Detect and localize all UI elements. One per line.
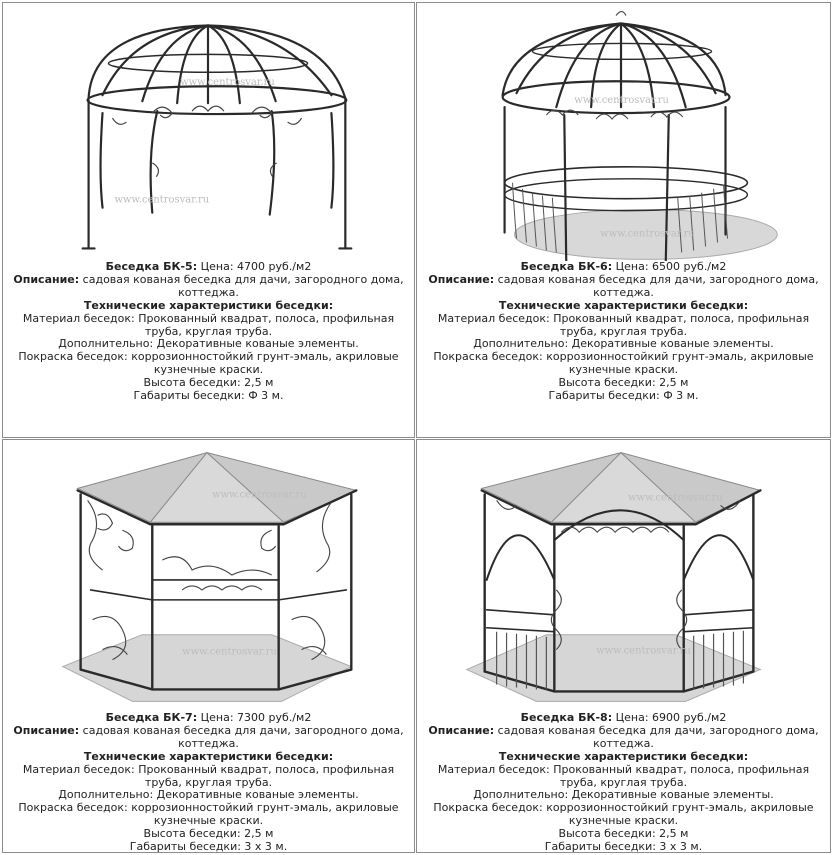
gazebo-card-bk6 xyxy=(416,2,831,438)
size-text: Габариты беседки: Ф 3 м. xyxy=(548,389,699,403)
price-label: Цена: xyxy=(200,260,234,273)
svg-text:www.centrosvar.ru: www.centrosvar.ru xyxy=(627,492,723,504)
material-text: Материал беседок: Прокованный квадрат, полоса, профильная труба, круглая труба. xyxy=(22,762,395,789)
price-label: Цена: xyxy=(200,711,234,724)
description-text: садовая кованая беседка для дачи, загородного дома, коттеджа. xyxy=(82,272,404,299)
gazebo-card-bk8 xyxy=(416,439,831,853)
gazebo-bk5-drawing xyxy=(3,3,414,261)
gazebo-image-bk6[interactable] xyxy=(417,3,830,261)
gazebo-image-bk5[interactable] xyxy=(3,3,414,261)
gazebo-info-bk5 xyxy=(7,261,410,403)
description-text: садовая кованая беседка для дачи, загородного дома, коттеджа. xyxy=(497,272,819,299)
price-value: 6500 руб./м2 xyxy=(652,260,727,273)
description-label: Описание: xyxy=(13,723,80,737)
description-label: Описание: xyxy=(13,272,80,286)
description-label: Описание: xyxy=(428,723,495,737)
tech-heading: Технические характеристики беседки: xyxy=(83,749,334,763)
extra-text: Дополнительно: Декоративные кованые элементы. xyxy=(473,337,774,351)
gazebo-title: Беседка БК-6: xyxy=(520,260,613,273)
price-label: Цена: xyxy=(615,260,649,273)
material-text: Материал беседок: Прокованный квадрат, полоса, профильная труба, круглая труба. xyxy=(437,762,810,789)
paint-text: Покраска беседок: коррозионностойкий грунт-эмаль, акриловые кузнечные краски. xyxy=(18,350,399,377)
material-text: Материал беседок: Прокованный квадрат, полоса, профильная труба, круглая труба. xyxy=(22,311,395,338)
gazebo-bk6-drawing xyxy=(417,3,830,261)
description-text: садовая кованая беседка для дачи, загородного дома, коттеджа. xyxy=(497,723,819,750)
gazebo-card-bk7 xyxy=(2,439,415,853)
product-grid xyxy=(2,2,831,853)
price-value: 4700 руб./м2 xyxy=(237,260,312,273)
price-value: 6900 руб./м2 xyxy=(652,711,727,724)
gazebo-title: Беседка БК-7: xyxy=(105,711,198,724)
gazebo-title: Беседка БК-8: xyxy=(520,711,613,724)
gazebo-bk7-drawing xyxy=(3,440,414,710)
height-text: Высота беседки: 2,5 м xyxy=(143,376,274,390)
extra-text: Дополнительно: Декоративные кованые элементы. xyxy=(58,337,359,351)
height-text: Высота беседки: 2,5 м xyxy=(558,827,689,841)
gazebo-card-bk5 xyxy=(2,2,415,438)
size-text: Габариты беседки: 3 х 3 м. xyxy=(544,840,703,853)
svg-text:www.centrosvar.ru: www.centrosvar.ru xyxy=(114,194,210,206)
svg-text:www.centrosvar.ru: www.centrosvar.ru xyxy=(600,228,695,240)
height-text: Высота беседки: 2,5 м xyxy=(558,376,689,390)
tech-heading: Технические характеристики беседки: xyxy=(498,298,749,312)
extra-text: Дополнительно: Декоративные кованые элементы. xyxy=(473,788,774,802)
price-value: 7300 руб./м2 xyxy=(237,711,312,724)
tech-heading: Технические характеристики беседки: xyxy=(83,298,334,312)
gazebo-image-bk7[interactable] xyxy=(3,440,414,710)
price-label: Цена: xyxy=(615,711,649,724)
svg-text:www.centrosvar.ru: www.centrosvar.ru xyxy=(596,645,691,657)
svg-text:www.centrosvar.ru: www.centrosvar.ru xyxy=(574,95,669,107)
paint-text: Покраска беседок: коррозионностойкий грунт-эмаль, акриловые кузнечные краски. xyxy=(18,801,399,828)
material-text: Материал беседок: Прокованный квадрат, полоса, профильная труба, круглая труба. xyxy=(437,311,810,338)
gazebo-title: Беседка БК-5: xyxy=(105,260,198,273)
gazebo-image-bk8[interactable] xyxy=(417,440,830,710)
gazebo-info-bk8 xyxy=(421,712,826,853)
svg-text:www.centrosvar.ru: www.centrosvar.ru xyxy=(182,646,277,658)
gazebo-info-bk6 xyxy=(421,261,826,403)
gazebo-bk8-drawing xyxy=(417,440,830,710)
tech-heading: Технические характеристики беседки: xyxy=(498,749,749,763)
paint-text: Покраска беседок: коррозионностойкий грунт-эмаль, акриловые кузнечные краски. xyxy=(433,801,814,828)
extra-text: Дополнительно: Декоративные кованые элементы. xyxy=(58,788,359,802)
svg-text:www.centrosvar.ru: www.centrosvar.ru xyxy=(211,489,307,501)
paint-text: Покраска беседок: коррозионностойкий грунт-эмаль, акриловые кузнечные краски. xyxy=(433,350,814,377)
description-text: садовая кованая беседка для дачи, загородного дома, коттеджа. xyxy=(82,723,404,750)
svg-text:www.centrosvar.ru: www.centrosvar.ru xyxy=(180,77,275,89)
size-text: Габариты беседки: 3 х 3 м. xyxy=(129,840,288,853)
size-text: Габариты беседки: Ф 3 м. xyxy=(133,389,284,403)
height-text: Высота беседки: 2,5 м xyxy=(143,827,274,841)
description-label: Описание: xyxy=(428,272,495,286)
gazebo-info-bk7 xyxy=(7,712,410,853)
